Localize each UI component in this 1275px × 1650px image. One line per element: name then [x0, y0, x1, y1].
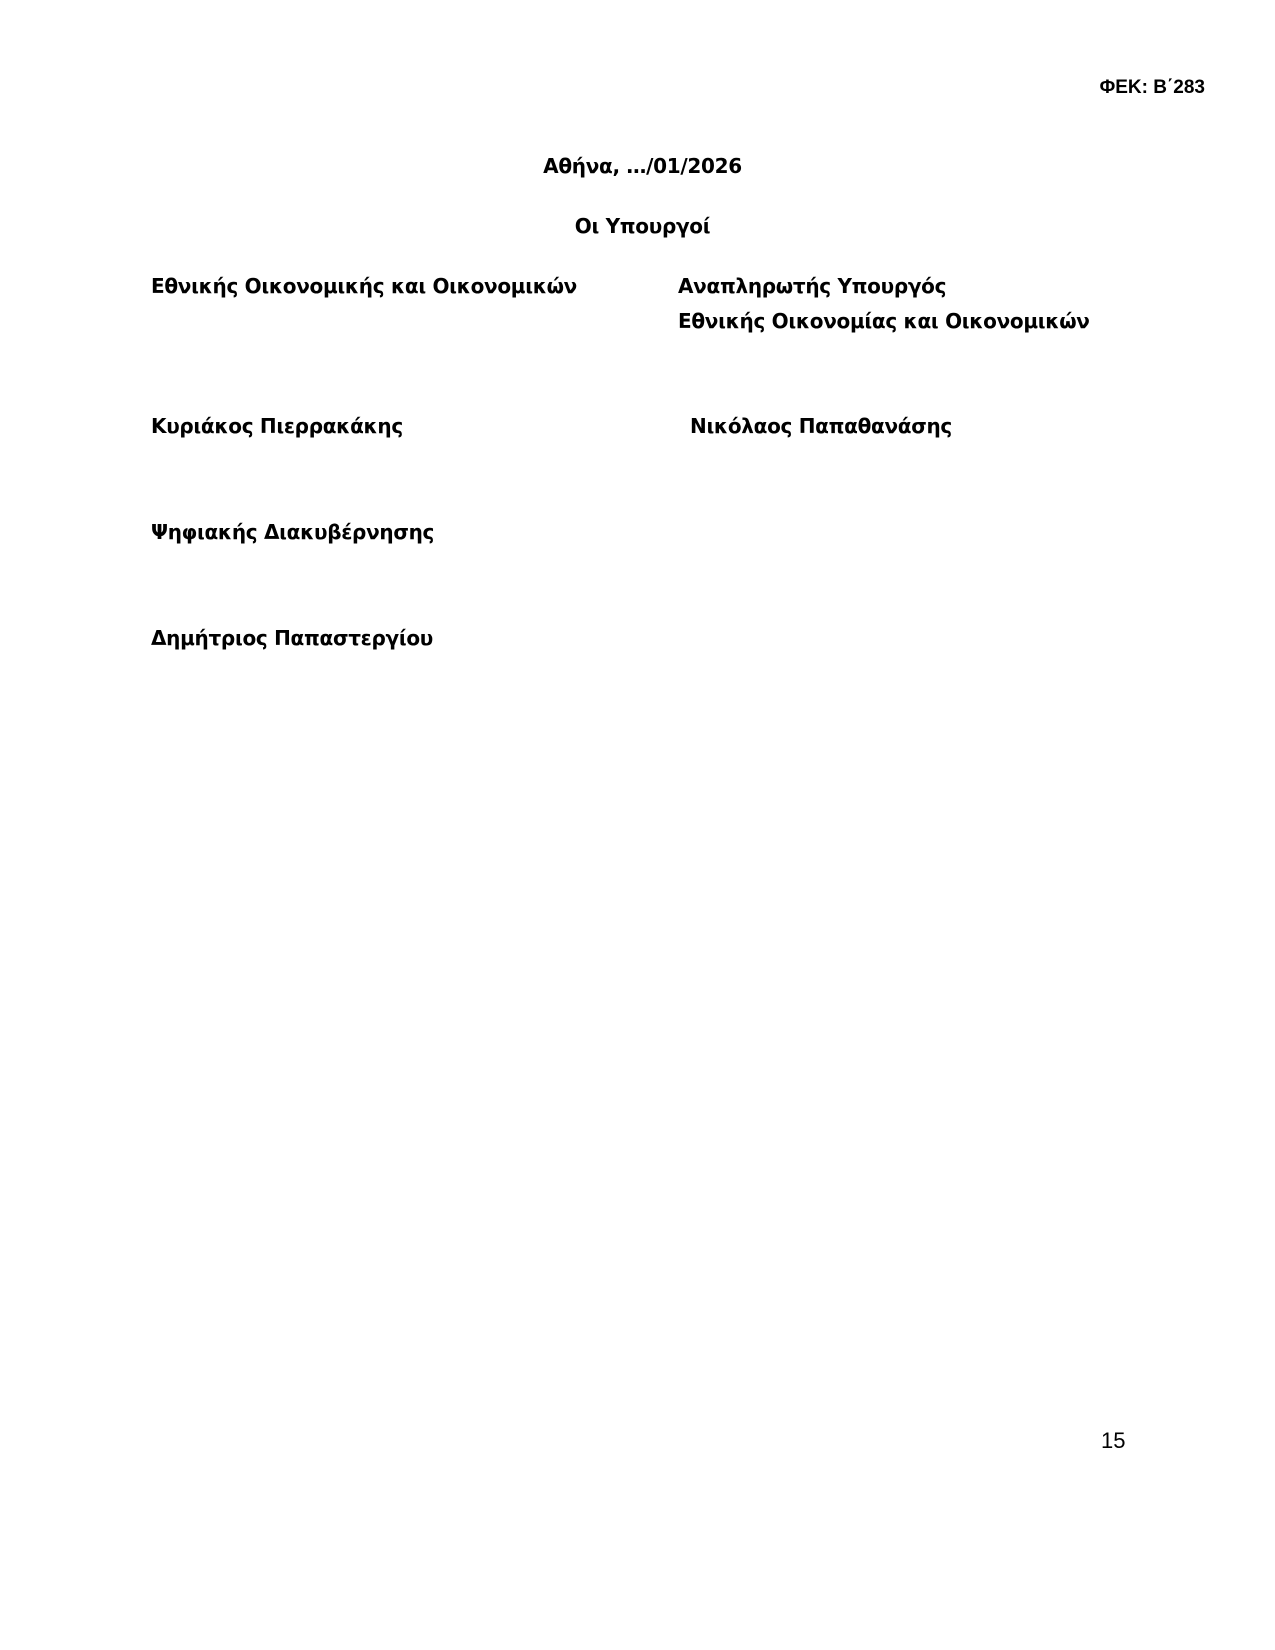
left-ministry: Εθνικής Οικονομικής και Οικονομικών	[151, 274, 578, 298]
digital-governance-ministry: Ψηφιακής Διακυβέρνησης	[151, 520, 435, 544]
right-minister-name: Νικόλαος Παπαθανάσης	[690, 414, 952, 438]
left-minister-name: Κυριάκος Πιερρακάκης	[151, 414, 403, 438]
place-date: Αθήνα, …/01/2026	[543, 154, 742, 178]
right-ministry: Εθνικής Οικονομίας και Οικονομικών	[678, 309, 1090, 333]
digital-governance-minister-name: Δημήτριος Παπαστεργίου	[151, 626, 433, 650]
gazette-reference: ΦΕΚ: Β΄283	[1099, 77, 1205, 98]
ministers-heading: Οι Υπουργοί	[574, 214, 711, 238]
page-number: 15	[1101, 1428, 1126, 1453]
right-minister-title: Αναπληρωτής Υπουργός	[678, 274, 947, 298]
